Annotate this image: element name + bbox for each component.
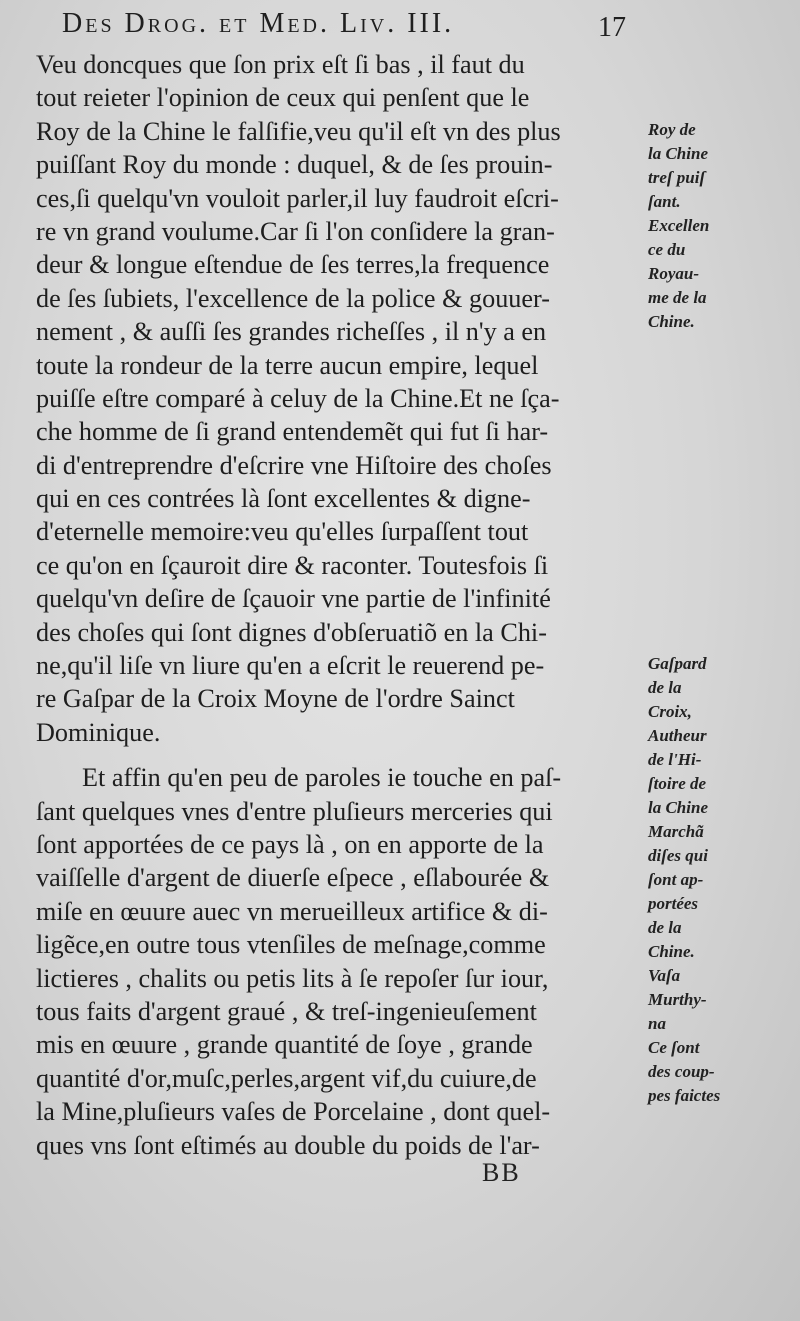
text-line: Veu doncques que ſon prix eſt ſi bas , il faut du — [36, 50, 525, 79]
margin-note-china-king — [648, 118, 798, 334]
text-line: ces,ſi quelqu'vn vouloit parler,il luy faudroit eſcri- — [36, 183, 559, 213]
text-line: ligẽce,en outre tous vtenſiles de meſnage,comme — [36, 930, 546, 960]
text-line: toute la rondeur de la terre aucun empire, lequel — [36, 350, 539, 380]
text-line: d'eternelle memoire:veu qu'elles ſurpaſſent tout — [36, 517, 529, 547]
margin-note-line: de la — [648, 678, 682, 697]
margin-note-line: ſont ap- — [648, 870, 704, 889]
text-line: vaiſſelle d'argent de diuerſe eſpece , eſlabourée & — [36, 863, 550, 893]
margin-note-line: portées — [648, 894, 699, 913]
margin-note-line: de la — [648, 918, 682, 937]
text-line: tout reieter l'opinion de ceux qui penſent que le — [36, 83, 530, 113]
margin-note-line: pes faictes — [648, 1086, 721, 1105]
margin-note-line: des coup- — [648, 1062, 715, 1081]
paragraph-2 — [36, 761, 648, 1162]
margin-note-line: de l'Hi- — [648, 750, 702, 769]
margin-note-line: Chine. — [648, 942, 695, 961]
text-line: ſont apportées de ce pays là , on en apporte de la — [36, 829, 544, 859]
text-line: de ſes ſubiets, l'excellence de la police & gouuer- — [36, 283, 550, 313]
text-line: che homme de ſi grand entendemẽt qui fut ſi har- — [36, 417, 549, 447]
margin-note-line: Croix, — [648, 702, 692, 721]
text-line: deur & longue eſtendue de ſes terres,la frequence — [36, 250, 550, 280]
margin-note-line: Roy de — [648, 120, 696, 139]
margin-note-line: Ce ſont — [648, 1038, 700, 1057]
margin-note-line: ſtoire de — [648, 774, 707, 793]
text-line: di d'entreprendre d'eſcrire vne Hiſtoire des choſes — [36, 450, 552, 480]
margin-note-line: la Chine — [648, 798, 708, 817]
text-line: Dominique. — [36, 717, 161, 747]
text-line: Roy de la Chine le falſifie,veu qu'il eſt vn des plus — [36, 116, 561, 146]
text-line: ſant quelques vnes d'entre pluſieurs merceries qui — [36, 796, 553, 826]
text-line: quantité d'or,muſc,perles,argent vif,du cuiure,de — [36, 1063, 537, 1093]
running-head: Des Drog. et Med. Liv. III. — [62, 8, 455, 39]
margin-note-line: Marchã — [648, 822, 704, 841]
text-line: ne,qu'il liſe vn liure qu'en a eſcrit le reuerend pe- — [36, 651, 545, 681]
text-line: lictieres , chalits ou petis lits à ſe repoſer ſur iour, — [36, 963, 549, 993]
margin-note-line: ſant. — [648, 192, 681, 211]
margin-note-line: me de la — [648, 288, 707, 307]
margin-note-gaspard — [648, 652, 798, 1108]
paragraph-1 — [36, 48, 648, 749]
text-line: qui en ces contrées là ſont excellentes & digne- — [36, 484, 531, 514]
page-number: 17 — [598, 12, 626, 43]
text-line: mis en œuure , grande quantité de ſoye , grande — [36, 1030, 533, 1060]
margin-note-line: Royau- — [648, 264, 699, 283]
margin-note-line: ce du — [648, 240, 686, 259]
text-line: puiſſant Roy du monde : duquel, & de ſes prouin- — [36, 150, 553, 180]
margin-note-line: Gaſpard — [648, 654, 707, 673]
text-line: re Gaſpar de la Croix Moyne de l'ordre Sainct — [36, 684, 515, 714]
margin-note-line: Excellen — [648, 216, 710, 235]
text-line: la Mine,pluſieurs vaſes de Porcelaine , dont quel- — [36, 1097, 551, 1127]
main-text-column — [36, 48, 648, 1162]
text-line: tous faits d'argent graué , & treſ-ingenieuſement — [36, 996, 537, 1026]
margin-note-line: Chine. — [648, 312, 695, 331]
text-line: ce qu'on en ſçauroit dire & raconter. Toutesfois ſi — [36, 550, 549, 580]
text-line: Et affin qu'en peu de paroles ie touche en paſ- — [82, 763, 562, 793]
text-line: re vn grand voulume.Car ſi l'on conſidere la gran- — [36, 216, 555, 246]
margin-note-line: treſ puiſ — [648, 168, 706, 187]
margin-note-line: diſes qui — [648, 846, 708, 865]
text-line: miſe en œuure auec vn merueilleux artifice & di- — [36, 896, 548, 926]
margin-note-line: Autheur — [648, 726, 707, 745]
margin-note-line: la Chine — [648, 144, 708, 163]
text-line: des choſes qui ſont dignes d'obſeruatiõ en la Chi- — [36, 617, 547, 647]
text-line: nement , & auſſi ſes grandes richeſſes , il n'y a en — [36, 317, 547, 347]
text-line: puiſſe eſtre comparé à celuy de la Chine.Et ne ſça- — [36, 383, 560, 413]
margin-note-line: Vaſa — [648, 966, 681, 985]
paragraph-gap — [36, 749, 648, 761]
margin-note-line: na — [648, 1014, 666, 1033]
text-line: ques vns ſont eſtimés au double du poids de l'ar- — [36, 1130, 540, 1160]
margin-note-line: Murthy- — [648, 990, 707, 1009]
signature-mark: BB — [482, 1158, 521, 1187]
text-line: quelqu'vn deſire de ſçauoir vne partie de l'infinité — [36, 584, 551, 614]
